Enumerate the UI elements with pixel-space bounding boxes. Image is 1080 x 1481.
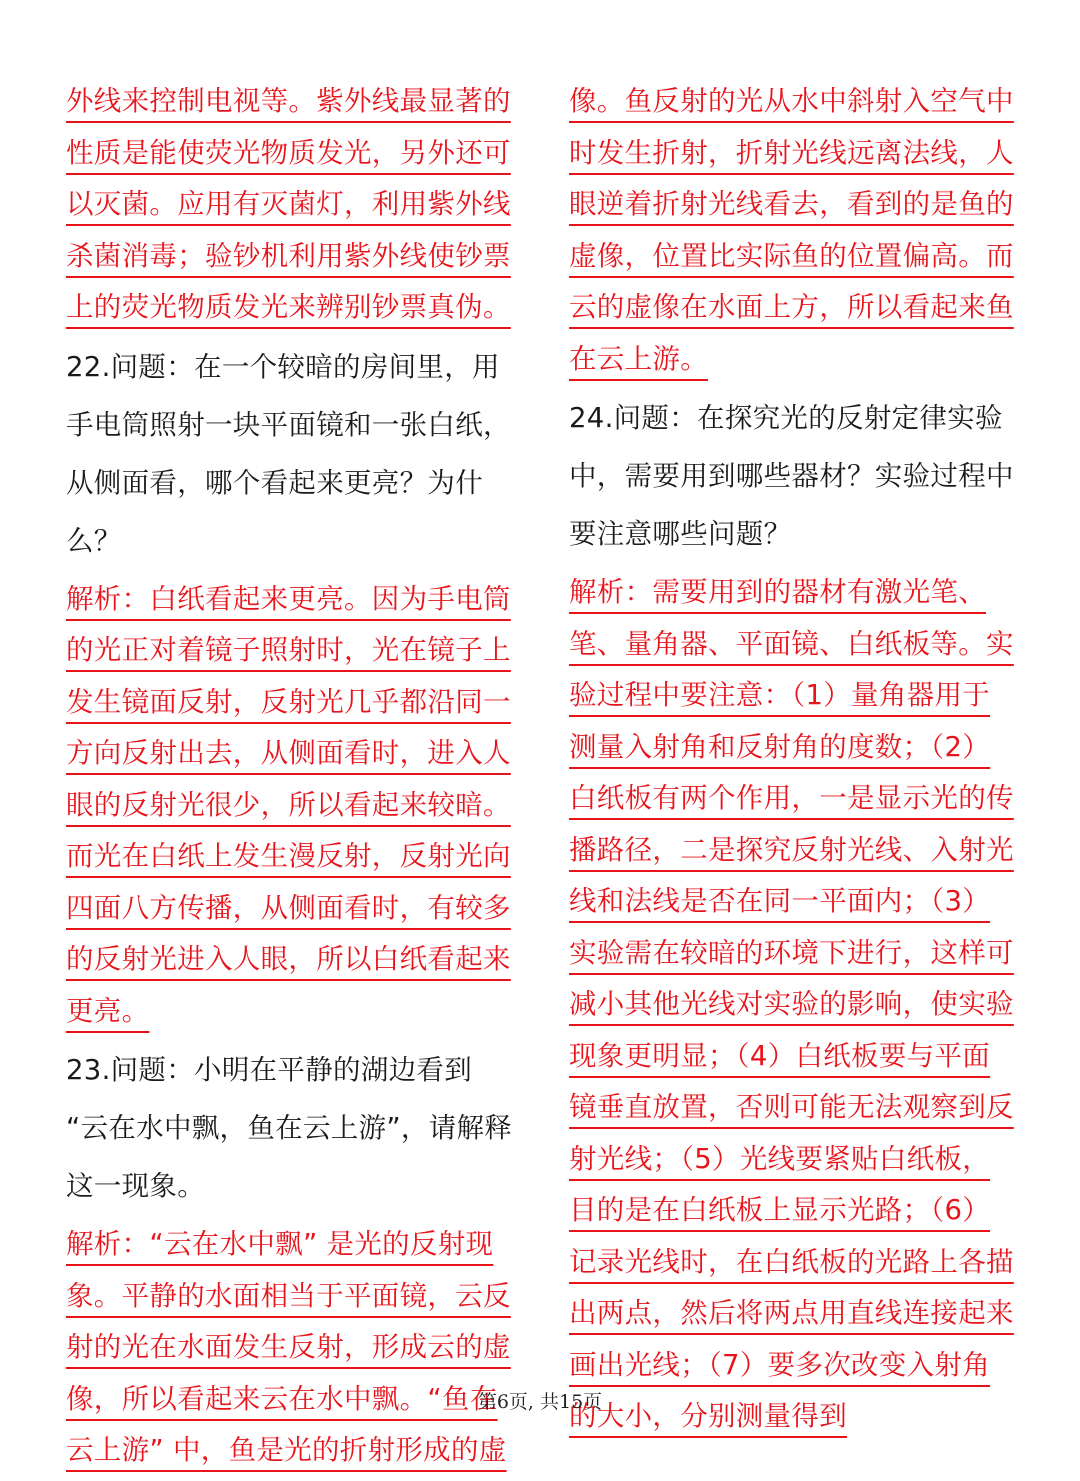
page-number: 第6页, 共15页 [477,1391,603,1413]
answer-23-end: 像。鱼反射的光从水中斜射入空气中时发生折射，折射光线远离法线，人眼逆着折射光线看去，看到的是鱼的虚像，位置比实际鱼的位置偏高。而云的虚像在水面上方，所以看起来鱼在云上游。 [569,85,1014,375]
answer-24: 解析：需要用到的器材有激光笔、笔、量角器、平面镜、白纸板等。实验过程中要注意：（1）量角器用于测量入射角和反射角的度数；（2）白纸板有两个作用，一是显示光的传播路径，二是探究反射光线、入射光线和法线是否在同一平面内；（3）实验需在较暗的环境下进行，这样可减小其他光线对实验的影响，使实验现象更明显；（4）白纸板要与平面镜垂直放置，否则可能无法观察到反射光线；（5）光线要紧贴白纸板，目的是在白纸板上显示光路；（6）记录光线时，在白纸板的光路上各描出两点，然后将两点用直线连接起来画出光线；（7）要多次改变入射角的大小，分别测量得到 [569,576,1014,1432]
answer-21-tail: 外线来控制电视等。紫外线最显著的性质是能使荧光物质发光，另外还可以灭菌。应用有灭菌灯，利用紫外线杀菌消毒；验钞机利用紫外线使钞票上的荧光物质发光来辨别钞票真伪。 [66,85,511,323]
question-24: 24.问题：在探究光的反射定律实验中，需要用到哪些器材？实验过程中要注意哪些问题？ [569,402,1014,550]
question-22: 22.问题：在一个较暗的房间里，用手电筒照射一块平面镜和一张白纸，从侧面看，哪个看起来更亮？为什么？ [66,350,511,557]
question-23: 23.问题：小明在平静的湖边看到 “云在水中飘，鱼在云上游”，请解释这一现象。 [66,1054,513,1202]
answer-22: 解析：白纸看起来更亮。因为手电筒的光正对着镜子照射时，光在镜子上发生镜面反射，反射光几乎都沿同一方向反射出去，从侧面看时，进入人眼的反射光很少，所以看起来较暗。而光在白纸上发生漫反射，反射光向四面八方传播，从侧面看时，有较多的反射光进入人眼，所以白纸看起来更亮。 [66,582,511,1027]
right-column [569,76,1017,1447]
left-column [66,76,514,1481]
answer-23-start: 解析：“云在水中飘” 是光的反射现象。平静的水面相当于平面镜，云反射的光在水面发生反射，形成云的虚像，所以看起来云在水中飘。“鱼在云上游” 中，鱼是光的折射形成的虚 [66,1228,511,1466]
